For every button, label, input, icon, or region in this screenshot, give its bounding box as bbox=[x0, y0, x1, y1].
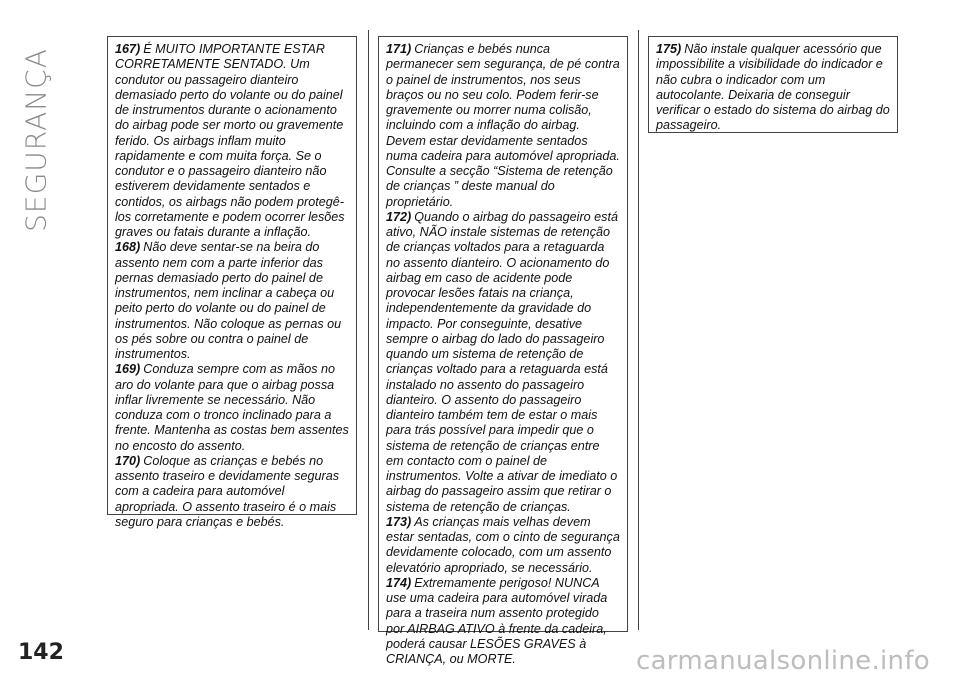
warning-box-column-1 bbox=[107, 36, 357, 529]
column-divider bbox=[368, 30, 369, 630]
warning-note: 168) Não deve sentar-se na beira do assento nem com a parte inferior das pernas demasiado perto do painel de instrumentos, nem inclinar a cabeça ou peito perto do volante ou do painel de instrumentos. Não coloque as pernas ou os pés sobre ou contra o painel de instrumentos. bbox=[115, 240, 342, 361]
warning-note: 170) Coloque as crianças e bebés no assento traseiro e devidamente seguras com a cadeira para automóvel apropriada. O assento traseiro é o mais seguro para crianças e bebés. bbox=[115, 453, 340, 529]
watermark: carmanualsonline.info bbox=[635, 646, 930, 676]
warning-note: 175) Não instale qualquer acessório que impossibilite a visibilidade do indicador e não cubra o indicador com um autocolante. Deixaria de conseguir verificar o estado do sistema do airbag do passageiro. bbox=[656, 42, 890, 133]
warning-note: 172) Quando o airbag do passageiro está ativo, NÃO instale sistemas de retenção de crianças voltados para a retaguarda no assento dianteiro. O acionamento do airbag em caso de acidente pode provocar lesões fatais na criança, independentemente da gravidade do impacto. Por conseguinte, desative sempre o airbag do lado do passageiro quando um sistema de retenção de crianças voltado para a retaguarda está instalado no assento do passageiro dianteiro. O assento do passageiro dianteiro também tem de estar o mais para trás possível para impedir que o sistema de retenção de crianças entre em contacto com o painel de instrumentos. Volte a ativar de imediato o airbag do passageiro assim que retirar o sistema de retenção de crianças. bbox=[386, 209, 618, 514]
warning-box-column-3 bbox=[648, 36, 898, 133]
warning-note: 167) É MUITO IMPORTANTE ESTAR CORRETAMENTE SENTADO. Um condutor ou passageiro dianteiro demasiado perto do volante ou do painel de instrumentos durante o acionamento do airbag pode ser morto ou gravemente ferido. Os airbags inflam muito rapidamente e com muita força. Se o condutor e o passageiro dianteiro não estiverem devidamente sentados e contidos, os airbags não podem protegê-los corretamente e podem ocorrer lesões graves ou fatais durante a inflação. bbox=[115, 42, 345, 239]
warning-note: 169) Conduza sempre com as mãos no aro do volante para que o airbag possa inflar livremente se necessário. Não conduza com o tronco inclinado para a frente. Mantenha as costas bem assentes no encosto do assento. bbox=[115, 362, 349, 453]
column-divider bbox=[638, 30, 639, 630]
warning-note: 174) Extremamente perigoso! NUNCA use uma cadeira para automóvel virada para a traseira num assento protegido por AIRBAG ATIVO à frente da cadeira, poderá causar LESÕES GRAVES à CRIANÇA, ou MORTE. bbox=[386, 575, 608, 666]
warning-box-column-2 bbox=[378, 36, 628, 666]
section-title: SEGURANÇA bbox=[19, 48, 53, 232]
warning-note: 173) As crianças mais velhas devem estar sentadas, com o cinto de segurança devidamente colocado, com um assento elevatório apropriado, se necessário. bbox=[386, 514, 620, 575]
warning-note: 171) Crianças e bebés nunca permanecer sem segurança, de pé contra o painel de instrumentos, nos seus braços ou no seu colo. Podem ferir-se gravemente ou morrer numa colisão, incluindo com a inflação do airbag. Devem estar devidamente sentados numa cadeira para automóvel apropriada. Consulte a secção “Sistema de retenção de crianças ” deste manual do proprietário. bbox=[386, 42, 620, 209]
page-number: 142 bbox=[18, 640, 64, 665]
